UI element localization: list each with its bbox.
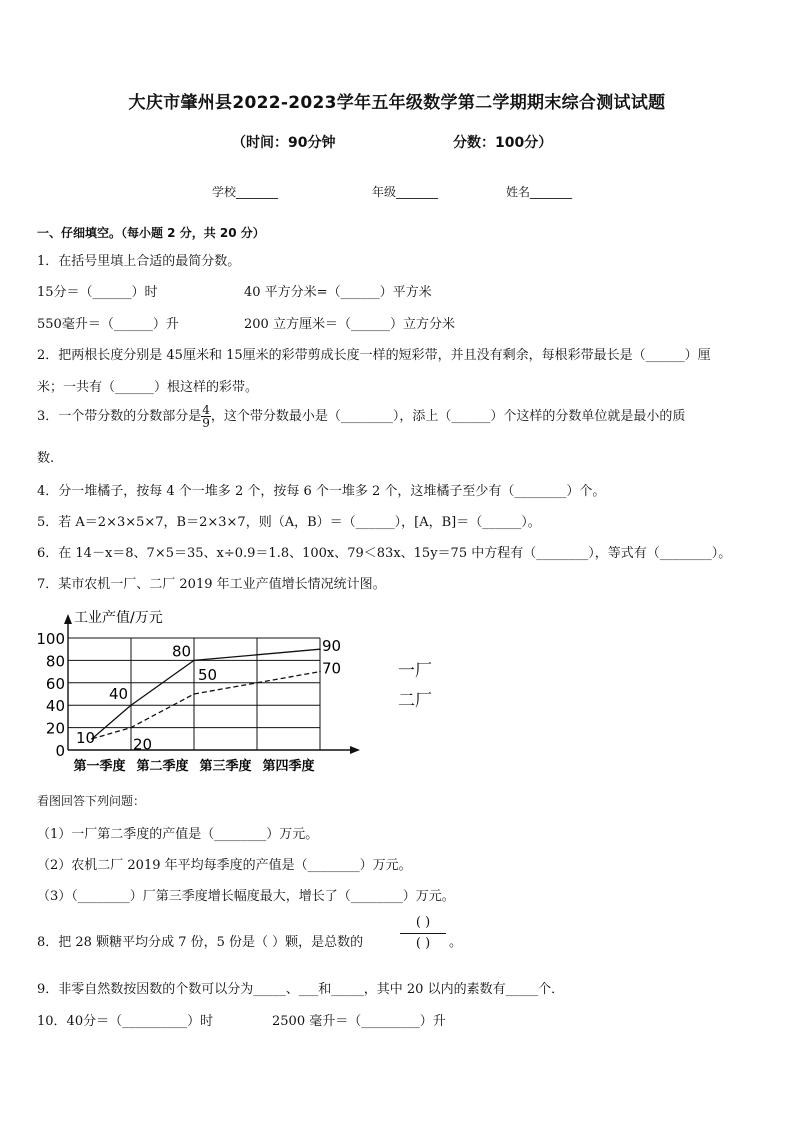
y-tick-label: 40 (45, 697, 65, 716)
name-field: 姓名_______ (506, 185, 573, 199)
legend-series-1: 一厂 (398, 661, 432, 681)
question-7: 7．某市农机一厂、二厂 2019 年工业产值增长情况统计图。 (37, 577, 386, 592)
question-3 (37, 404, 685, 429)
question-2-cont: 米；一共有（______）根这样的彩带。 (37, 380, 259, 395)
question-9: 9．非零自然数按因数的个数可以分为_____、___和_____，其中 20 以内的素数有_____个． (37, 982, 565, 997)
legend-series-2: 二厂 (398, 691, 432, 711)
question-3-cont: 数. (37, 451, 55, 466)
line-chart (30, 600, 450, 780)
data-label: 90 (322, 637, 342, 656)
data-label: 80 (172, 642, 192, 661)
data-point (130, 727, 132, 729)
y-tick-label: 20 (45, 719, 65, 738)
q1-item-a: 15分＝（______）时 (37, 285, 158, 300)
y-tick-label: 0 (55, 742, 65, 760)
fraction-denominator: ( ) (415, 936, 431, 951)
question-10-b: 2500 毫升＝（_________）升 (272, 1014, 446, 1029)
q8-fraction (400, 915, 446, 954)
data-label: 20 (133, 735, 153, 754)
q7-sub-2: （2）农机二厂 2019 年平均每季度的产值是（________）万元。 (37, 858, 412, 873)
x-tick-label: 第四季度 (262, 759, 315, 774)
data-label: 40 (109, 685, 129, 704)
q1-item-b: 40 平方分米=（______）平方米 (244, 285, 432, 300)
chart-grid (64, 614, 360, 754)
data-point (193, 660, 195, 662)
q7-sub-3: （3）（________）厂第三季度增长幅度最大，增长了（________）万元。 (37, 889, 455, 904)
section-heading: 一、仔细填空。（每小题 2 分，共 20 分） (37, 226, 265, 240)
chart-x-ticks (73, 758, 314, 774)
question-6: 6．在 14－x＝8、7×5＝35、x÷0.9＝1.8、100x、79＜83x、15y＝75 中方程有（________），等式有（________）。 (37, 546, 732, 561)
chart-y-ticks (36, 630, 65, 760)
score-label: 分数：100分） (453, 135, 553, 151)
q1-item-c: 550毫升＝（______）升 (37, 317, 179, 332)
q3-fraction (201, 404, 211, 429)
x-tick-label: 第三季度 (199, 759, 252, 774)
fraction-numerator: 4 (202, 403, 210, 417)
question-1: 1．在括号里填上合适的最简分数。 (37, 254, 241, 269)
school-field: 学校_______ (212, 185, 279, 199)
fraction-numerator: ( ) (400, 915, 446, 934)
y-axis-arrow (64, 614, 72, 624)
y-tick-label: 80 (45, 652, 65, 671)
q7-sub-1: （1）一厂第二季度的产值是（________）万元。 (37, 827, 319, 842)
question-10-a: 10．40分＝（__________）时 (37, 1014, 214, 1029)
fraction-denominator: 9 (202, 416, 210, 430)
data-point (130, 704, 132, 706)
question-8: 8．把 28 颗糖平均分成 7 份，5 份是（ ）颗，是总数的 (37, 935, 364, 950)
y-tick-label: 100 (36, 630, 65, 648)
x-tick-label: 第二季度 (136, 759, 189, 774)
q3-pre: 3．一个带分数的分数部分是 (37, 409, 202, 424)
chart-data-labels (76, 637, 341, 753)
q3-post: ，这个带分数最小是（________），添上（______）个这样的分数单位就是最小的质 (210, 409, 686, 424)
data-label: 10 (76, 728, 96, 747)
grade-field: 年级_______ (372, 185, 439, 199)
question-4: 4．分一堆橘子，按每 4 个一堆多 2 个，按每 6 个一堆多 2 个，这堆橘子至少有（________）个。 (37, 484, 606, 499)
x-axis-arrow (350, 746, 360, 754)
data-label: 70 (322, 659, 342, 678)
data-point (319, 648, 321, 650)
y-tick-label: 60 (45, 674, 65, 693)
question-5: 5．若 A＝2×3×5×7，B＝2×3×7，则（A，B）＝（______），[A，B]＝（______）。 (37, 515, 541, 530)
time-label: （时间：90分钟 (232, 135, 336, 151)
page-title: 大庆市肇州县2022-2023学年五年级数学第二学期期末综合测试试题 (128, 93, 666, 113)
question-2: 2．把两根长度分别是 45厘米和 15厘米的彩带剪成长度一样的短彩带，并且没有剩余，每根彩带最长是（______）厘 (37, 348, 711, 363)
data-point (319, 671, 321, 673)
q8-end: 。 (449, 935, 463, 950)
x-tick-label: 第一季度 (73, 759, 126, 774)
q7-instruction: 看图回答下列问题： (37, 794, 146, 808)
data-label: 50 (198, 666, 218, 684)
y-axis-label: 工业产值/万元 (74, 610, 163, 626)
q1-item-d: 200 立方厘米＝（______）立方分米 (244, 317, 455, 332)
data-point (193, 693, 195, 695)
